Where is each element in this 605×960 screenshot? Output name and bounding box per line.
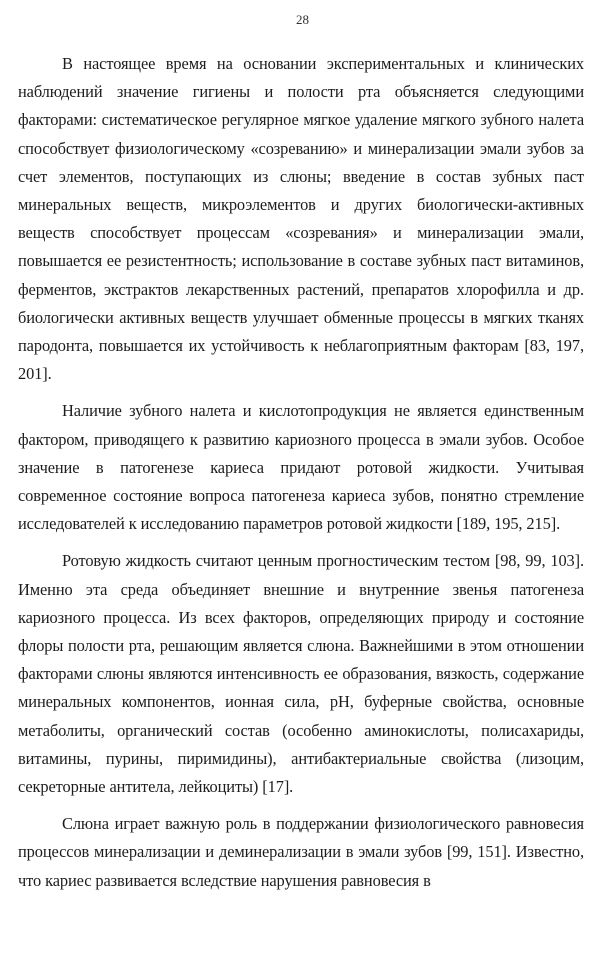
page-number: 28 xyxy=(296,12,309,27)
paragraph-dental-plaque: Наличие зубного налета и кислотопродукция не является единственным фактором, приводящего к развитию кариозного процесса в эмали зубов. Особое значение в патогенезе кариеса придают ротовой жидкости. Учитывая современное состояние вопроса патогенеза кариеса зубов, понятно стремление исследователей к исследованию параметров ротовой жидкости [189, 195, 215]. xyxy=(18,401,584,534)
paragraph-saliva-role: Слюна играет важную роль в поддержании физиологического равновесия процессов минерализации и деминерализации в эмали зубов [99, 151]. Известно, что кариес развивается вследствие нарушения равновесия в xyxy=(18,814,584,890)
paragraph-hygiene-factors: В настоящее время на основании экспериментальных и клинических наблюдений значение гигиены и полости рта объясняется следующими факторами: систематическое регулярное мягкое удаление мягкого зубного налета способствует физиологическому «созреванию» и минерализации эмали зубов за счет элементов, поступающих из слюны; введение в состав зубных паст минеральных веществ, микроэлементов и других биологически-активных веществ способствует процессам «созревания» и минерализации эмали, повышается ее резистентность; использование в составе зубных паст витаминов, ферментов, экстрактов лекарственных растений, препаратов хлорофилла и др. биологически активных веществ улучшает обменные процессы в мягких тканях пародонта, повышается их устойчивость к неблагоприятным факторам [83, 197, 201]. xyxy=(18,54,584,384)
page-body xyxy=(18,50,584,904)
paragraph-oral-fluid: Ротовую жидкость считают ценным прогностическим тестом [98, 99, 103]. Именно эта среда объединяет внешние и внутренние звенья патогенеза кариозного процесса. Из всех факторов, определяющих природу и состояние флоры полости рта, решающим является слюна. Важнейшими в этом отношении факторами слюны являются интенсивность ее образования, вязкость, содержание минеральных компонентов, ионная сила, pH, буферные свойства, основные метаболиты, органический состав (особенно аминокислоты, полисахариды, витамины, пурины, пиримидины), антибактериальные свойства (лизоцим, секреторные антитела, лейкоциты) [17]. xyxy=(18,551,584,797)
